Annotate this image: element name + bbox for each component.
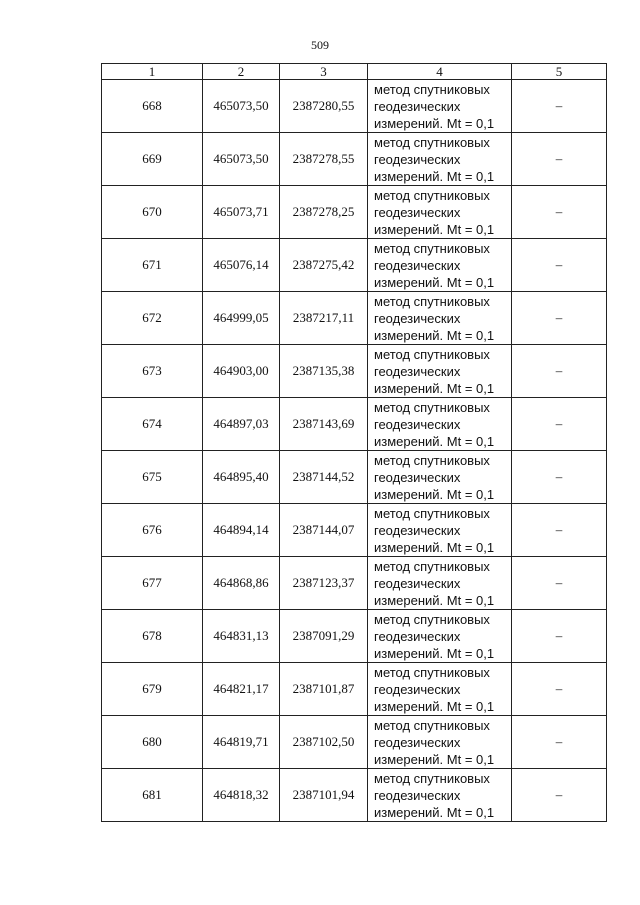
header-col-4: 4 — [368, 64, 512, 80]
method-cell — [368, 292, 512, 345]
table-row — [102, 186, 607, 239]
method-line: геодезических — [374, 734, 461, 750]
method-line: геодезических — [374, 151, 461, 167]
x-coordinate-cell: 464895,40 — [203, 451, 280, 504]
x-coordinate-cell: 465073,50 — [203, 133, 280, 186]
column-5-cell: – — [512, 557, 607, 610]
method-line: измерений. Mt = 0,1 — [374, 380, 495, 396]
x-coordinate-cell: 464868,86 — [203, 557, 280, 610]
column-5-cell: – — [512, 716, 607, 769]
method-line: геодезических — [374, 416, 461, 432]
x-coordinate-cell: 464818,32 — [203, 769, 280, 822]
column-5-cell: – — [512, 769, 607, 822]
method-line: геодезических — [374, 98, 461, 114]
y-coordinate-cell: 2387280,55 — [280, 80, 368, 133]
y-coordinate-cell: 2387217,11 — [280, 292, 368, 345]
header-col-2: 2 — [203, 64, 280, 80]
header-col-5: 5 — [512, 64, 607, 80]
method-line: метод спутниковых — [374, 770, 490, 786]
table-row — [102, 557, 607, 610]
y-coordinate-cell: 2387275,42 — [280, 239, 368, 292]
page-number: 509 — [311, 38, 329, 52]
y-coordinate-cell: 2387144,07 — [280, 504, 368, 557]
method-line: метод спутниковых — [374, 293, 490, 309]
point-number-cell: 673 — [102, 345, 203, 398]
y-coordinate-cell: 2387102,50 — [280, 716, 368, 769]
point-number-cell: 679 — [102, 663, 203, 716]
x-coordinate-cell: 464999,05 — [203, 292, 280, 345]
table-row — [102, 80, 607, 133]
method-line: измерений. Mt = 0,1 — [374, 486, 495, 502]
method-line: геодезических — [374, 363, 461, 379]
table-row — [102, 769, 607, 822]
method-cell — [368, 769, 512, 822]
method-line: измерений. Mt = 0,1 — [374, 592, 495, 608]
point-number-cell: 674 — [102, 398, 203, 451]
x-coordinate-cell: 464821,17 — [203, 663, 280, 716]
column-5-cell: – — [512, 80, 607, 133]
method-line: метод спутниковых — [374, 240, 490, 256]
method-line: измерений. Mt = 0,1 — [374, 433, 495, 449]
method-cell — [368, 239, 512, 292]
table-row — [102, 504, 607, 557]
point-number-cell: 675 — [102, 451, 203, 504]
x-coordinate-cell: 464894,14 — [203, 504, 280, 557]
method-line: измерений. Mt = 0,1 — [374, 698, 495, 714]
x-coordinate-cell: 464831,13 — [203, 610, 280, 663]
method-cell — [368, 504, 512, 557]
method-line: измерений. Mt = 0,1 — [374, 274, 495, 290]
method-line: метод спутниковых — [374, 346, 490, 362]
method-line: метод спутниковых — [374, 134, 490, 150]
point-number-cell: 669 — [102, 133, 203, 186]
method-line: метод спутниковых — [374, 187, 490, 203]
method-cell — [368, 398, 512, 451]
method-line: измерений. Mt = 0,1 — [374, 221, 495, 237]
method-line: геодезических — [374, 575, 461, 591]
method-cell — [368, 186, 512, 239]
table-row — [102, 398, 607, 451]
y-coordinate-cell: 2387135,38 — [280, 345, 368, 398]
table-row — [102, 239, 607, 292]
table-row — [102, 716, 607, 769]
y-coordinate-cell: 2387143,69 — [280, 398, 368, 451]
method-cell — [368, 451, 512, 504]
method-line: геодезических — [374, 628, 461, 644]
method-cell — [368, 557, 512, 610]
point-number-cell: 676 — [102, 504, 203, 557]
point-number-cell: 672 — [102, 292, 203, 345]
point-number-cell: 680 — [102, 716, 203, 769]
column-5-cell: – — [512, 504, 607, 557]
point-number-cell: 668 — [102, 80, 203, 133]
method-cell — [368, 610, 512, 663]
point-number-cell: 678 — [102, 610, 203, 663]
column-5-cell: – — [512, 345, 607, 398]
method-line: измерений. Mt = 0,1 — [374, 645, 495, 661]
x-coordinate-cell: 464897,03 — [203, 398, 280, 451]
method-line: метод спутниковых — [374, 558, 490, 574]
method-cell — [368, 716, 512, 769]
column-5-cell: – — [512, 451, 607, 504]
method-cell — [368, 80, 512, 133]
method-line: геодезических — [374, 204, 461, 220]
table-row — [102, 663, 607, 716]
method-line: геодезических — [374, 257, 461, 273]
y-coordinate-cell: 2387144,52 — [280, 451, 368, 504]
method-line: метод спутниковых — [374, 399, 490, 415]
column-5-cell: – — [512, 133, 607, 186]
method-line: измерений. Mt = 0,1 — [374, 804, 495, 820]
table-row — [102, 133, 607, 186]
method-line: метод спутниковых — [374, 611, 490, 627]
method-cell — [368, 345, 512, 398]
x-coordinate-cell: 465073,50 — [203, 80, 280, 133]
method-line: метод спутниковых — [374, 717, 490, 733]
y-coordinate-cell: 2387123,37 — [280, 557, 368, 610]
header-col-3: 3 — [280, 64, 368, 80]
method-line: геодезических — [374, 469, 461, 485]
method-line: метод спутниковых — [374, 505, 490, 521]
table-row — [102, 292, 607, 345]
y-coordinate-cell: 2387091,29 — [280, 610, 368, 663]
method-line: измерений. Mt = 0,1 — [374, 327, 495, 343]
y-coordinate-cell: 2387278,25 — [280, 186, 368, 239]
method-line: геодезических — [374, 522, 461, 538]
method-line: геодезических — [374, 681, 461, 697]
y-coordinate-cell: 2387101,87 — [280, 663, 368, 716]
method-line: метод спутниковых — [374, 664, 490, 680]
method-line: геодезических — [374, 310, 461, 326]
method-cell — [368, 133, 512, 186]
y-coordinate-cell: 2387101,94 — [280, 769, 368, 822]
method-line: измерений. Mt = 0,1 — [374, 539, 495, 555]
method-line: измерений. Mt = 0,1 — [374, 751, 495, 767]
method-line: метод спутниковых — [374, 81, 490, 97]
point-number-cell: 670 — [102, 186, 203, 239]
point-number-cell: 681 — [102, 769, 203, 822]
header-col-1: 1 — [102, 64, 203, 80]
column-5-cell: – — [512, 239, 607, 292]
table-row — [102, 451, 607, 504]
method-line: геодезических — [374, 787, 461, 803]
table-row — [102, 345, 607, 398]
point-number-cell: 677 — [102, 557, 203, 610]
method-line: метод спутниковых — [374, 452, 490, 468]
method-line: измерений. Mt = 0,1 — [374, 115, 495, 131]
x-coordinate-cell: 464819,71 — [203, 716, 280, 769]
x-coordinate-cell: 464903,00 — [203, 345, 280, 398]
column-5-cell: – — [512, 610, 607, 663]
column-5-cell: – — [512, 292, 607, 345]
column-5-cell: – — [512, 186, 607, 239]
y-coordinate-cell: 2387278,55 — [280, 133, 368, 186]
table-row — [102, 610, 607, 663]
column-5-cell: – — [512, 663, 607, 716]
column-5-cell: – — [512, 398, 607, 451]
table-header-row — [102, 64, 607, 80]
x-coordinate-cell: 465073,71 — [203, 186, 280, 239]
method-cell — [368, 663, 512, 716]
coordinates-table — [101, 63, 607, 822]
method-line: измерений. Mt = 0,1 — [374, 168, 495, 184]
point-number-cell: 671 — [102, 239, 203, 292]
x-coordinate-cell: 465076,14 — [203, 239, 280, 292]
